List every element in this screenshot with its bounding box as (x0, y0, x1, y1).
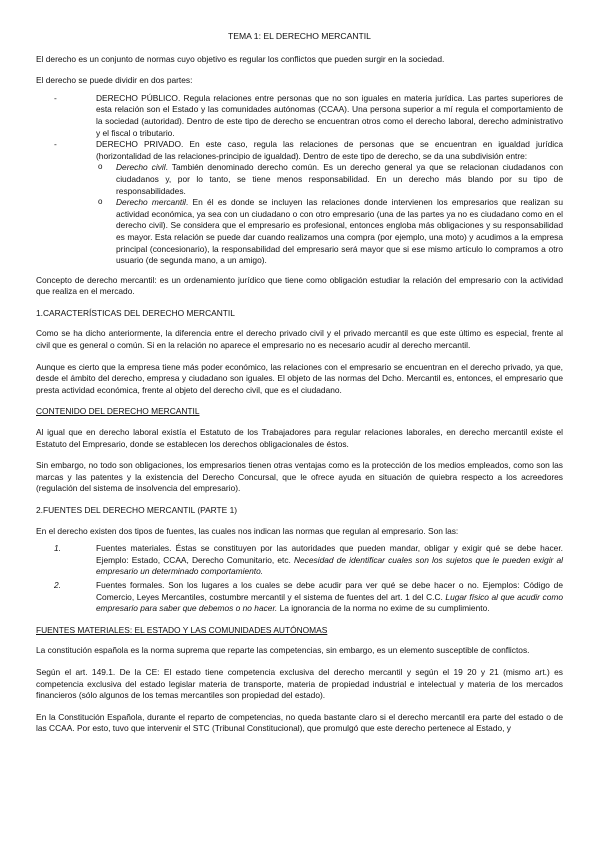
paragraph-characteristics-1: Como se ha dicho anteriormente, la diferencia entre el derecho privado civil y el privado mercantil es que este último es especial, frente al civil que es general o común. Si en la relación no aparece el empresario no es necesario acudir al derecho mercantil. (36, 328, 563, 351)
heading-characteristics: 1.CARACTERÍSTICAS DEL DERECHO MERCANTIL (36, 307, 235, 318)
list-item-public-law: - DERECHO PÚBLICO. Regula relaciones entre personas que no son iguales en materia jurídica. Las partes superiores de esta relación son el Estado y las comunidades autónomas (CCAA). Una persona superior a mí regula el comportamiento de la sociedad (autoridad). Dentro de este tipo de derecho se encuentran otros como el derecho laboral, derecho administrativo y el fiscal o tributario. (96, 93, 563, 139)
private-law-sublist (96, 162, 563, 266)
sublist-item-civil-law (116, 162, 563, 197)
material-sources-text: Fuentes materiales. Éstas se constituyen por las autoridades que pueden mandar, obligar y exigir qué se debe hacer. Ejemplo: Estado, CCAA, Derecho Comunitario, etc. (96, 543, 563, 565)
sources-list (36, 543, 563, 615)
paragraph-sources: En el derecho existen dos tipos de fuentes, las cuales nos indican las normas que regulan al empresario. Son las: (36, 525, 459, 536)
material-sources-italic: Necesidad de identificar cuales son los sujetos que le pueden exigir al empresario un determinado comportamiento. (96, 554, 563, 577)
heading-content: CONTENIDO DEL DERECHO MERCANTIL (36, 406, 200, 417)
formal-sources-text: Fuentes formales. Son los lugares a los cuales se debe acudir para ver qué se debe hacer o no. Ejemplos: Código de Comercio, Leyes Mercantiles, costumbre mercantil y el sistema de fuentes del art. 1 del C.C. (96, 579, 563, 602)
paragraph-content-2: Sin embargo, no todo son obligaciones, los empresarios tienen otras ventajas como es la protección de los medios empleados, como son las marcas y las patentes y la existencia del Derecho Concursal, que le ofrece ayuda en situación de quiebra respecto a los acreedores (regulación del sistema de insolvencia del empresario). (36, 460, 563, 494)
list-item-formal-sources (54, 579, 563, 615)
paragraph-concept: Concepto de derecho mercantil: es un ordenamiento jurídico que tiene como obligación estudiar la relación del empresario con la actividad que realiza en el mercado. (36, 274, 563, 297)
paragraph-intro: El derecho es un conjunto de normas cuyo objetivo es regular los conflictos que pueden surgir en la sociedad. (36, 53, 445, 64)
paragraph-content-1: Al igual que en derecho laboral existía el Estatuto de los Trabajadores para regular relaciones laborales, en derecho mercantil existe el Estatuto del Empresario, donde se establecen los derechos obligacionales de éstos. (36, 427, 563, 449)
paragraph-characteristics-2: Aunque es cierto que la empresa tiene más poder económico, las relaciones con el empresario se encuentran en el derecho privado, ya que, desde el ámbito del derecho, empresa y ciudadano son iguales. El objeto de las normas del Dcho. Mercantil es, entonces, el empresario que presta actividad económica, frente al objeto del derecho civil, que es el ciudadano. (36, 361, 563, 395)
civil-law-term: Derecho civil (116, 162, 166, 173)
paragraph-article-149: Según el art. 149.1. De la CE: El estado tiene competencia exclusiva del derecho mercantil y según el 19 20 y 21 (mismo art.) es competencia exclusiva del estado legislar materia de transporte, materia de propiedad industrial e intelectual y materia de los mercados financieros (sólo algunos de los temas mercantiles son propiedad del estado). (36, 666, 563, 701)
list-number: 1. (54, 543, 61, 554)
sublist-item-mercantile-law (116, 197, 563, 267)
mercantile-law-text: . En él es donde se incluyen las relaciones donde intervienen los empresarios que realizan su actividad económica, ya sea con un ciudadano o con otro empresario (una de las partes ya no es ciudadano como en el derecho civil). Se considera que el empresario es profesional, entonces engloba más obligaciones y su responsabilidad es mayor. Esta relación se puede dar cuando realizamos una compra (por ejemplo, una moto) y acudimos a la empresa principal (concesionario), la responsabilidad del empresario será mayor que si ese mismo artículo lo compramos a otro usuario (de segunda mano, a un amigo). (116, 197, 563, 266)
mercantile-law-term: Derecho mercantil (116, 197, 186, 208)
paragraph-constitution: La constitución española es la norma suprema que reparte las competencias, sin embargo, es un elemento susceptible de conflictos. (36, 645, 530, 656)
private-law-text: DERECHO PRIVADO. En este caso, regula las relaciones de personas que se encuentran en igualdad jurídica (horizontalidad de las relaciones-principio de igualdad). Dentro de este tipo de derecho, se da una subdivisión entre: (96, 139, 563, 161)
list-item-private-law (96, 139, 563, 267)
heading-material-sources: FUENTES MATERIALES: EL ESTADO Y LAS COMUNIDADES AUTÓNOMAS (36, 624, 328, 635)
heading-sources: 2.FUENTES DEL DERECHO MERCANTIL (PARTE 1) (36, 505, 238, 515)
paragraph-competences: En la Constitución Española, durante el reparto de competencias, no queda bastante claro si el derecho mercantil era parte del estado o de las CCAA. Por esto, tuvo que intervenir el STC (Tribunal Constitucional), que promulgó que este derecho pertenece al Estado, y (36, 711, 563, 734)
law-types-list (36, 93, 563, 267)
formal-sources-tail: La ignorancia de la norma no exime de su cumplimiento. (277, 603, 490, 614)
list-item-material-sources (54, 543, 563, 578)
formal-sources-italic: Lugar físico al que acudir como empresario para saber que debemos o no hacer. (96, 591, 563, 614)
civil-law-text: . También denominado derecho común. Es un derecho general ya que se relacionan ciudadanos con ciudadanos y, por lo tanto, se tiene menos responsabilidad. En un derecho más blando por su tipo de responsabilidades. (116, 162, 563, 196)
list-number: 2. (54, 579, 61, 590)
document-title: TEMA 1: EL DERECHO MERCANTIL (228, 31, 371, 41)
paragraph-division: El derecho se puede dividir en dos partes: (36, 75, 193, 86)
